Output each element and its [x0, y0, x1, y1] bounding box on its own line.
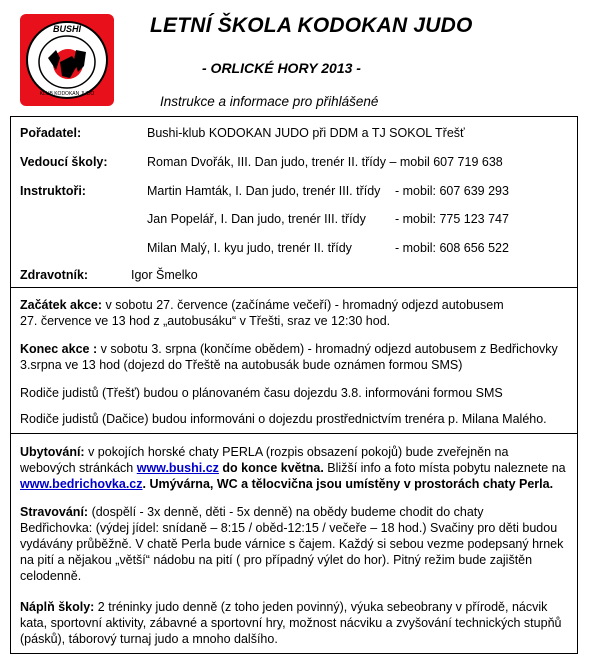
program-section — [20, 599, 570, 647]
meals-text: (dospělí - 3x denně, děti - 5x denně) na obědy budeme chodit do chaty — [88, 505, 484, 519]
instructor-name: Milan Malý, I. kyu judo, trenér II. třídy — [147, 241, 352, 255]
bushi-link[interactable]: www.bushi.cz — [136, 461, 219, 475]
instructors-label: Instruktoři: — [20, 184, 86, 198]
meals-text-3: vydávány průběžně. V chatě Perla bude várnice s čajem. Každý si sebou vezme podepsaný hrnek — [20, 537, 564, 551]
page-intro: Instrukce a informace pro přihlášené — [160, 94, 379, 109]
school-leader-value: Roman Dvořák, III. Dan judo, trenér II. třídy – mobil 607 719 638 — [147, 155, 503, 169]
start-section — [20, 297, 570, 329]
instructor-phone: - mobil: 775 123 747 — [395, 212, 509, 226]
end-text-2: 3.srpna ve 13 hod (dojezd do Třeště na autobusák bude oznámen formou SMS) — [20, 358, 463, 372]
instructor-name: Jan Popelář, I. Dan judo, trenér III. třídy — [147, 212, 366, 226]
section-divider — [10, 287, 578, 288]
program-label: Náplň školy: — [20, 600, 95, 614]
school-leader-label: Vedoucí školy: — [20, 155, 108, 169]
medic-label: Zdravotník: — [20, 268, 89, 282]
meals-text-4: na pití a nějakou „větší“ nádobu na pití ( pro případný výlet do hor). Pitný režim bude zajištěn — [20, 553, 533, 567]
program-text-3: (pásků), táborový turnaj judo a mnoho dalšího. — [20, 632, 278, 646]
meals-text-5: celodenně. — [20, 569, 82, 583]
parents-dacice-note: Rodiče judistů (Dačice) budou informováni o dojezdu prostřednictvím trenéra p. Milana Malého. — [20, 412, 547, 426]
program-text: 2 tréninky judo denně (z toho jeden povinný), výuka sebeobrany v přírodě, nácvik — [94, 600, 548, 614]
end-section — [20, 341, 570, 373]
accommodation-deadline: do konce května. — [218, 461, 324, 475]
logo-top-text: BUSHI — [52, 24, 82, 34]
instructor-phone: - mobil: 607 639 293 — [395, 184, 509, 198]
start-text-2: 27. července ve 13 hod z „autobusáku“ v Třešti, sraz ve 12:30 hod. — [20, 314, 391, 328]
end-text: v sobotu 3. srpna (končíme obědem) - hromadný odjezd autobusem z Bedřichovky — [97, 342, 558, 356]
end-label: Konec akce : — [20, 342, 98, 356]
bushi-club-logo — [12, 8, 122, 113]
meals-label: Stravování: — [20, 505, 89, 519]
instructor-phone: - mobil: 608 656 522 — [395, 241, 509, 255]
accommodation-text-2: webových stránkách — [20, 461, 137, 475]
page-title: LETNÍ ŠKOLA KODOKAN JUDO — [150, 14, 473, 37]
start-label: Začátek akce: — [20, 298, 103, 312]
bedrichovka-link[interactable]: www.bedrichovka.cz — [20, 477, 143, 491]
parents-trest-note: Rodiče judistů (Třešť) budou o plánovaném času dojezdu 3.8. informováni formou SMS — [20, 386, 503, 400]
start-text: v sobotu 27. července (začínáme večeří) - hromadný odjezd autobusem — [102, 298, 504, 312]
accommodation-text-3: Bližší info a foto místa pobytu naleznete na — [323, 461, 566, 475]
organizer-label: Pořadatel: — [20, 126, 82, 140]
accommodation-text: v pokojích horské chaty PERLA (rozpis obsazení pokojů) bude zveřejněn na — [84, 445, 509, 459]
instructor-name: Martin Hamták, I. Dan judo, trenér III. třídy — [147, 184, 381, 198]
accommodation-section — [20, 444, 570, 492]
accommodation-label: Ubytování: — [20, 445, 85, 459]
program-text-2: kata, sportovní aktivity, zábavné a sportovní hry, možnost nácviku a zvyšování technických stupňů — [20, 616, 562, 630]
medic-value: Igor Šmelko — [131, 268, 198, 282]
meals-section — [20, 504, 570, 584]
section-divider — [10, 433, 578, 434]
accommodation-facilities: . Umývárna, WC a tělocvična jsou umístěny v prostorách chaty Perla. — [142, 477, 554, 491]
organizer-value: Bushi-klub KODOKAN JUDO při DDM a TJ SOKOL Třešť — [147, 126, 465, 140]
meals-text-2: Bedřichovka: (výdej jídel: snídaně – 8:15 / oběd-12:15 / večeře – 18 hod.) Svačiny pro děti budou — [20, 521, 558, 535]
logo-bottom-text: KLUB KODOKAN JUDO — [39, 91, 95, 97]
page-subtitle: - ORLICKÉ HORY 2013 - — [202, 60, 361, 76]
